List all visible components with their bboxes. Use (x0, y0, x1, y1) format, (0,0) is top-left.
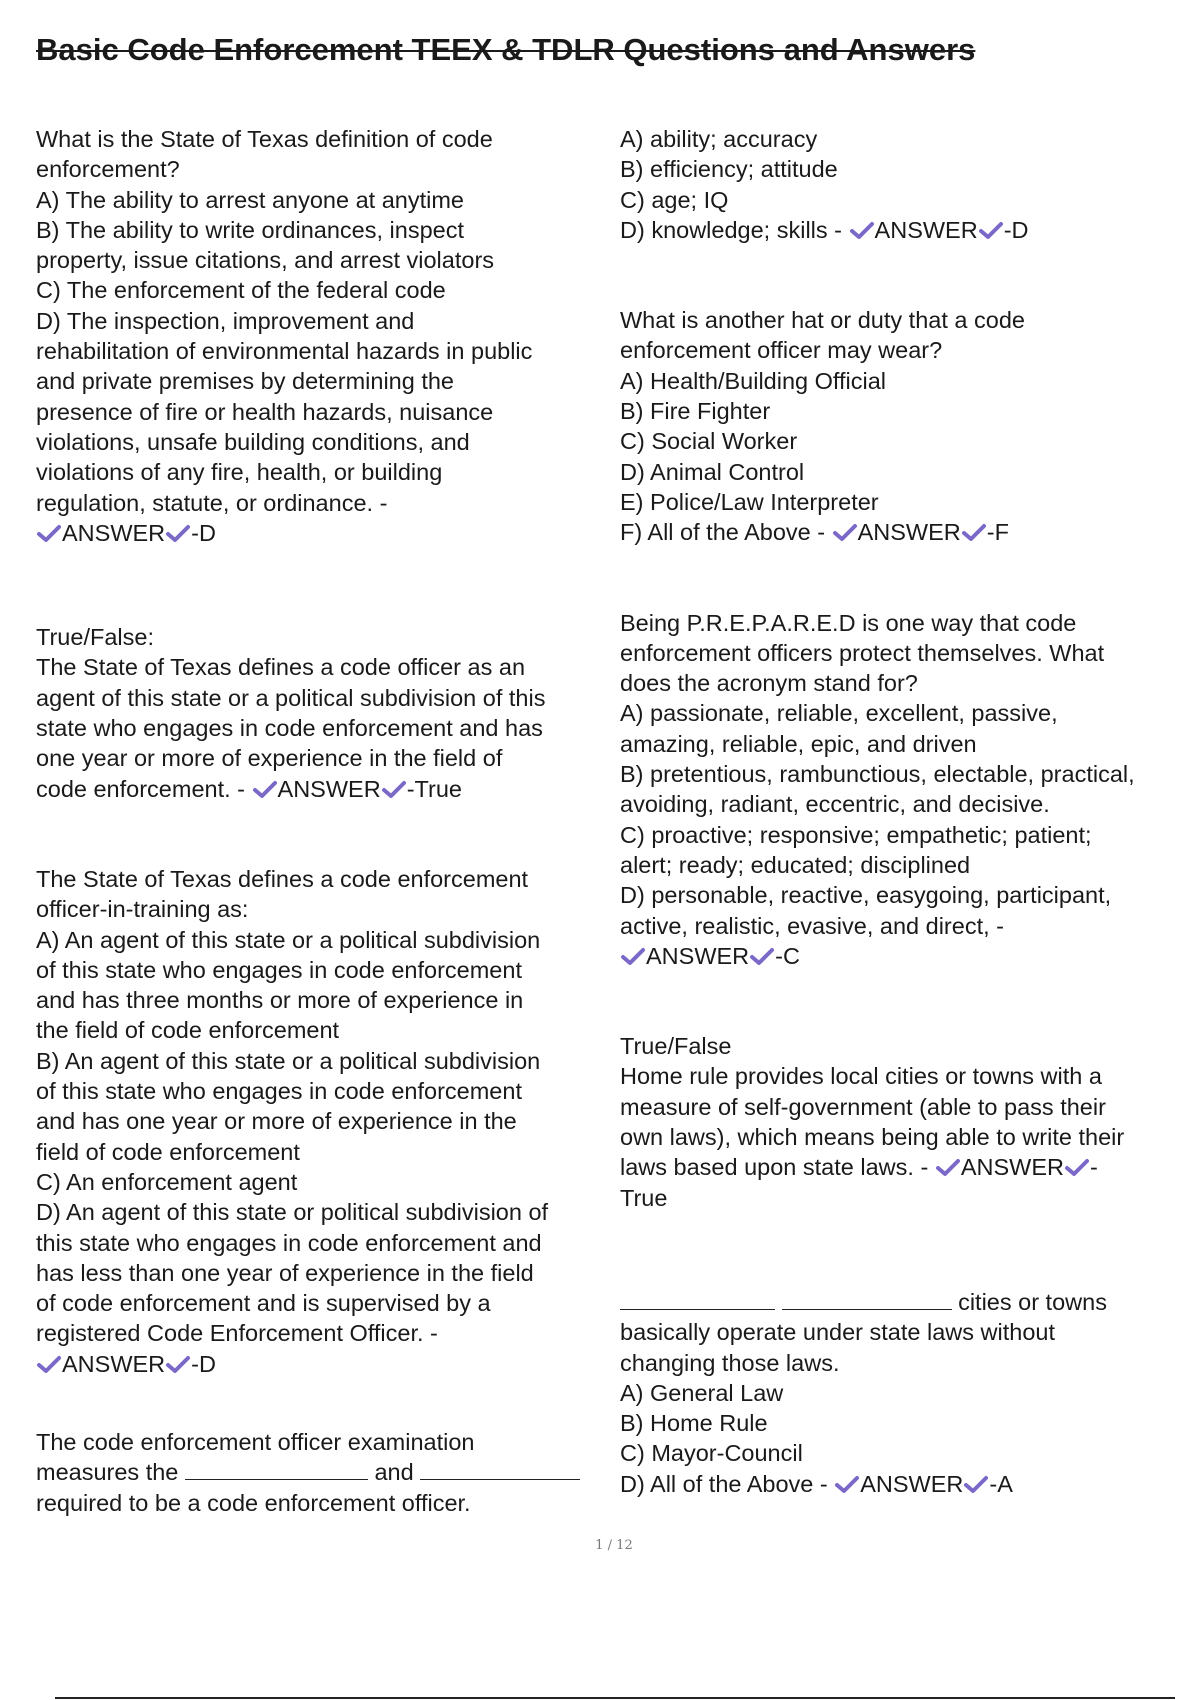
option-line: B) efficiency; attitude (620, 156, 838, 183)
footer-divider (55, 1697, 1175, 1699)
question-exam-measures (36, 1427, 616, 1518)
option-line: of code enforcement and is supervised by a (36, 1290, 491, 1317)
option-line: D) An agent of this state or political subdivision of (36, 1199, 549, 1226)
answer-line (36, 518, 616, 548)
question-line (36, 1457, 616, 1487)
left-column (36, 124, 616, 1518)
question-code-officer-true-false (36, 622, 616, 804)
answer-line (36, 1349, 616, 1379)
question-officer-in-training (36, 864, 616, 1379)
answer-options-exam-measures (620, 124, 1185, 245)
checkmark-icon (36, 523, 62, 543)
question-line: does the acronym stand for? (620, 670, 918, 697)
question-general-law (620, 1287, 1185, 1499)
option-line: B) Fire Fighter (620, 398, 771, 425)
answer-line (620, 215, 1185, 245)
option-line: D) knowledge; skills - (620, 216, 843, 243)
answer-label: ANSWER (646, 942, 750, 969)
checkmark-icon (1064, 1157, 1090, 1177)
option-line: regulation, statute, or ordinance. - (36, 489, 388, 516)
checkmark-icon (36, 1354, 62, 1374)
option-line: C) Mayor-Council (620, 1440, 803, 1467)
option-line: D) The inspection, improvement and (36, 307, 415, 334)
question-line: True/False (620, 1033, 732, 1060)
question-line: changing those laws. (620, 1349, 840, 1376)
question-text: measures the (36, 1459, 179, 1486)
option-line: F) All of the Above - (620, 519, 826, 546)
answer-line (620, 1469, 1185, 1499)
answer-line (36, 774, 616, 804)
question-line: enforcement officers protect themselves. What (620, 639, 1105, 666)
option-line: E) Police/Law Interpreter (620, 488, 879, 515)
fill-blank (185, 1457, 368, 1480)
option-line: violations of any fire, health, or building (36, 459, 443, 486)
answer-label: ANSWER (62, 1350, 166, 1377)
question-line: state who engages in code enforcement and has (36, 715, 543, 742)
option-line: B) The ability to write ordinances, inspect (36, 216, 464, 243)
question-line: laws based upon state laws. - (620, 1154, 929, 1181)
fill-blank (420, 1457, 580, 1480)
option-line: violations, unsafe building conditions, and (36, 428, 470, 455)
option-line: the field of code enforcement (36, 1017, 340, 1044)
question-line: Being P.R.E.P.A.R.E.D is one way that code (620, 609, 1077, 636)
option-line: this state who engages in code enforcement and (36, 1229, 542, 1256)
question-home-rule-true-false (620, 1031, 1185, 1213)
question-line: The code enforcement officer examination (36, 1428, 475, 1455)
checkmark-icon (620, 946, 646, 966)
question-line: measure of self-government (able to pass their (620, 1093, 1106, 1120)
question-line: The State of Texas defines a code officer as an (36, 654, 526, 681)
option-line: and has three months or more of experience in (36, 987, 524, 1014)
fill-blank (620, 1287, 775, 1310)
option-line: alert; ready; educated; disciplined (620, 851, 971, 878)
document-title: Basic Code Enforcement TEEX & TDLR Questions and Answers (36, 32, 976, 67)
question-line: one year or more of experience in the field of (36, 745, 503, 772)
page-number: 1 / 12 (595, 1538, 633, 1553)
option-line: avoiding, radiant, eccentric, and decisive. (620, 791, 1050, 818)
option-line: and has one year or more of experience in the (36, 1108, 517, 1135)
answer-label: ANSWER (857, 519, 961, 546)
right-column (620, 124, 1185, 1499)
answer-value: -D (191, 1350, 216, 1377)
question-line: enforcement officer may wear? (620, 337, 943, 364)
checkmark-icon (749, 946, 775, 966)
option-line: of this state who engages in code enforcement (36, 1078, 522, 1105)
question-text: cities or towns (958, 1288, 1107, 1315)
answer-line (620, 941, 1185, 971)
question-line: own laws), which means being able to write their (620, 1124, 1125, 1151)
answer-label: ANSWER (277, 775, 381, 802)
question-line: basically operate under state laws without (620, 1319, 1055, 1346)
answer-label: ANSWER (874, 216, 978, 243)
option-line: of this state who engages in code enforcement (36, 956, 522, 983)
question-line: What is another hat or duty that a code (620, 307, 1025, 334)
question-line (620, 1287, 1185, 1317)
answer-value: -D (191, 519, 216, 546)
question-prepared-acronym (620, 608, 1185, 972)
option-line: registered Code Enforcement Officer. - (36, 1320, 438, 1347)
option-line: A) An agent of this state or a political subdivision (36, 926, 541, 953)
question-text: and (374, 1459, 414, 1486)
option-line: A) ability; accuracy (620, 126, 818, 152)
option-line: rehabilitation of environmental hazards in public (36, 338, 533, 365)
option-line: C) The enforcement of the federal code (36, 277, 446, 304)
checkmark-icon (963, 1474, 989, 1494)
answer-label: ANSWER (860, 1470, 964, 1497)
checkmark-icon (252, 779, 278, 799)
question-line: True/False: (36, 624, 154, 651)
option-line: active, realistic, evasive, and direct, - (620, 912, 1004, 939)
question-line: Home rule provides local cities or towns with a (620, 1063, 1102, 1090)
option-line: A) Health/Building Official (620, 367, 887, 394)
option-line: property, issue citations, and arrest violators (36, 247, 495, 274)
answer-label: ANSWER (62, 519, 166, 546)
answer-value: -F (986, 519, 1009, 546)
answer-value: -D (1003, 216, 1029, 243)
checkmark-icon (381, 779, 407, 799)
answer-label: ANSWER (960, 1154, 1064, 1181)
option-line: C) age; IQ (620, 186, 729, 213)
option-line: D) All of the Above - (620, 1470, 828, 1497)
question-line: The State of Texas defines a code enforcement (36, 865, 529, 892)
option-line: C) An enforcement agent (36, 1168, 298, 1195)
option-line: C) Social Worker (620, 428, 798, 455)
option-line: B) Home Rule (620, 1410, 768, 1437)
option-line: and private premises by determining the (36, 368, 454, 395)
option-line: presence of fire or health hazards, nuisance (36, 398, 494, 425)
checkmark-icon (978, 220, 1004, 240)
option-line: B) pretentious, rambunctious, electable, practical, (620, 761, 1135, 788)
answer-value: True (620, 1184, 668, 1211)
checkmark-icon (961, 522, 987, 542)
option-line: D) Animal Control (620, 458, 805, 485)
answer-value: -A (989, 1470, 1013, 1497)
fill-blank (782, 1287, 952, 1310)
checkmark-icon (849, 220, 875, 240)
option-line: D) personable, reactive, easygoing, participant, (620, 882, 1112, 909)
question-line: enforcement? (36, 156, 180, 183)
answer-line (620, 517, 1185, 547)
answer-value: - (1089, 1154, 1098, 1181)
question-line: What is the State of Texas definition of code (36, 126, 493, 152)
option-line: A) General Law (620, 1379, 784, 1406)
checkmark-icon (165, 523, 191, 543)
checkmark-icon (834, 1474, 860, 1494)
option-line: field of code enforcement (36, 1138, 300, 1165)
option-line: B) An agent of this state or a political subdivision (36, 1047, 541, 1074)
answer-value: -C (775, 942, 800, 969)
checkmark-icon (935, 1157, 961, 1177)
checkmark-icon (165, 1354, 191, 1374)
question-line: required to be a code enforcement officer. (36, 1489, 471, 1516)
option-line: has less than one year of experience in the field (36, 1259, 534, 1286)
option-line: A) passionate, reliable, excellent, passive, (620, 700, 1058, 727)
question-line: code enforcement. - (36, 775, 245, 802)
question-texas-definition (36, 124, 616, 548)
checkmark-icon (832, 522, 858, 542)
option-line: C) proactive; responsive; empathetic; patient; (620, 821, 1092, 848)
option-line: amazing, reliable, epic, and driven (620, 730, 977, 757)
answer-line (620, 1152, 1185, 1182)
option-line: A) The ability to arrest anyone at anytime (36, 186, 465, 213)
answer-value: -True (406, 775, 462, 802)
question-another-hat (620, 305, 1185, 547)
question-line: officer-in-training as: (36, 896, 249, 923)
question-line: agent of this state or a political subdivision of this (36, 684, 546, 711)
